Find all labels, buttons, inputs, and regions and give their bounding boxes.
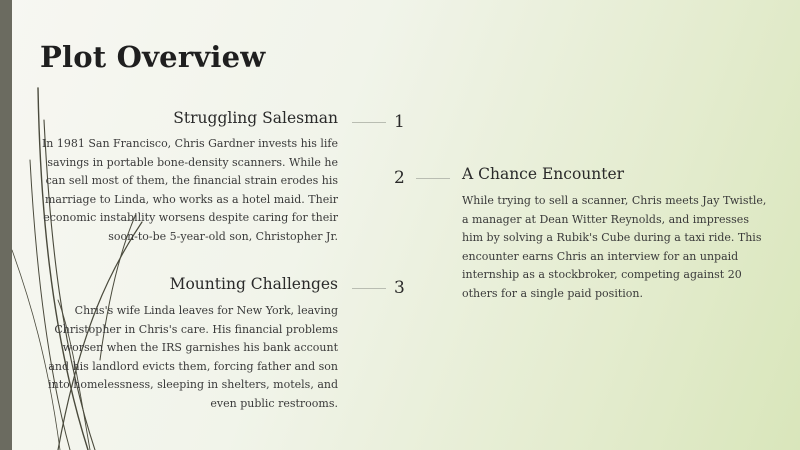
timeline-number-1: 1 [394, 112, 405, 132]
timeline-heading-1: Struggling Salesman [173, 109, 338, 127]
timeline-body-2: While trying to sell a scanner, Chris meets Jay Twistle, a manager at Dean Witter Reynolds, and impresses him by solving a Rubik's Cube during a taxi ride. This encounter earns Chris an interview for an unpaid internship as a stockbroker, competing against 20 others for a single paid position. [462, 194, 767, 300]
timeline-number-2: 2 [394, 168, 405, 188]
timeline-connector-3 [352, 288, 386, 289]
timeline-heading-3: Mounting Challenges [169, 275, 338, 293]
timeline-connector-2 [416, 178, 450, 179]
slide-title: Plot Overview [40, 40, 266, 74]
left-edge-bar [0, 0, 12, 450]
timeline-number-3: 3 [394, 278, 405, 298]
timeline-body-3: Chris's wife Linda leaves for New York, leaving Christopher in Chris's care. His financial problems worsen when the IRS garnishes his bank account and his landlord evicts them, forcing father and son into homelessness, sleeping in shelters, motels, and even public restrooms. [48, 304, 338, 410]
timeline-connector-1 [352, 122, 386, 123]
timeline-body-1: In 1981 San Francisco, Chris Gardner invests his life savings in portable bone-density scanners. While he can sell most of them, the financial strain erodes his marriage to Linda, who works as a hotel maid. Their economic instability worsens despite caring for their soon-to-be 5-year-old son, Christopher Jr. [41, 137, 338, 243]
timeline-heading-2: A Chance Encounter [462, 165, 625, 183]
